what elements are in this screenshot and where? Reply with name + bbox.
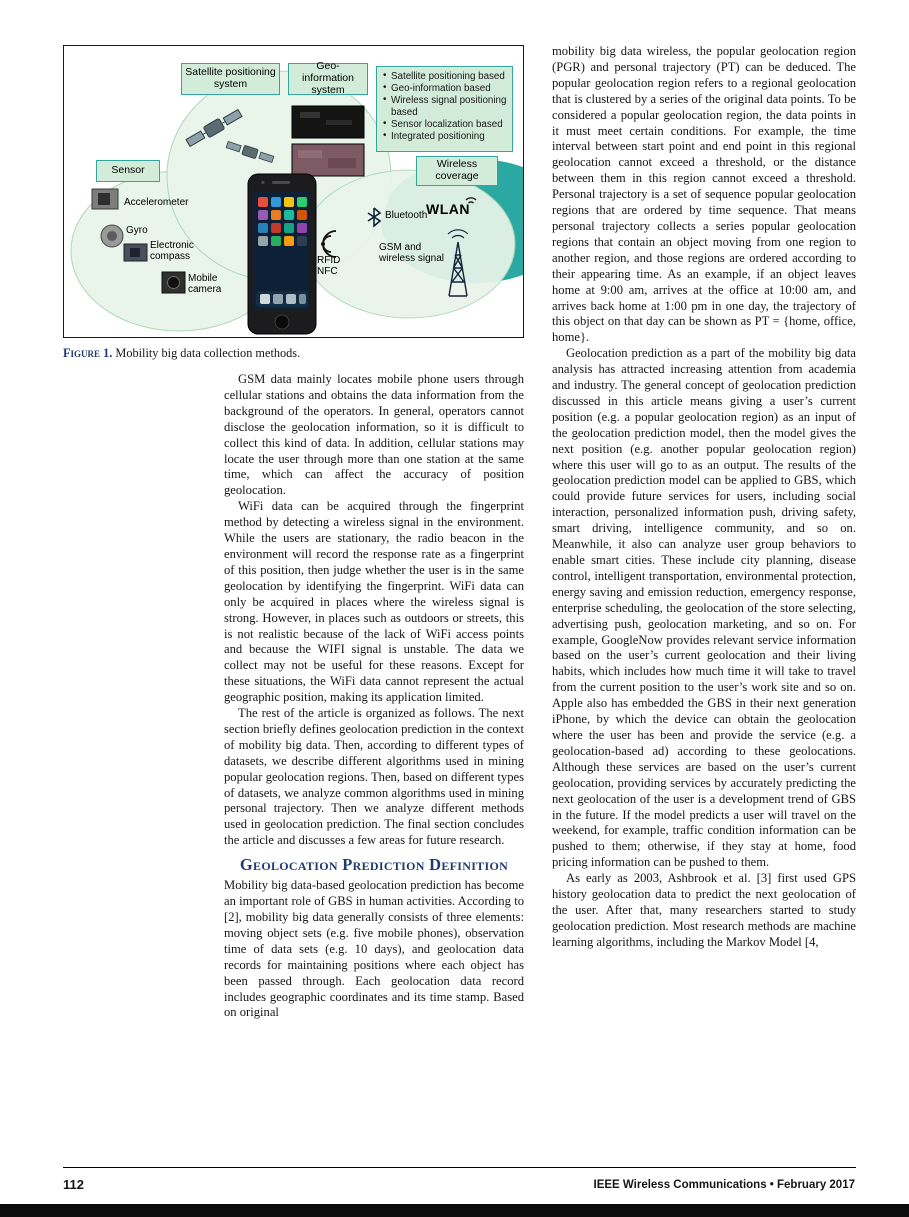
- map-image: [292, 106, 364, 138]
- left-column: [224, 372, 524, 1166]
- camera-icon: [162, 272, 185, 293]
- page-number: 112: [63, 1177, 84, 1192]
- bluetooth-label: Bluetooth: [385, 210, 428, 221]
- legend-item: • Wireless signal positioning based: [383, 95, 510, 119]
- body-paragraph: The rest of the article is organized as follows. The next section briefly defines geolocation prediction in the context of mobility big data. Then, according to different types of datasets, we describe different algorithms used in mining popular geolocation regions. Then, based on different types of datasets, we analyze common algorithms used in mining personal trajectory. Then we analyze different methods used in geolocation prediction. The final section concludes the article and discusses a few areas for future research.: [224, 706, 524, 848]
- compass-icon: [124, 244, 147, 261]
- figure-caption-label: Figure 1.: [63, 346, 113, 360]
- gyro-label: Gyro: [126, 225, 148, 236]
- section-heading: Geolocation Prediction Definition: [239, 855, 509, 875]
- sensor-box: Sensor: [96, 160, 160, 182]
- legend-item: • Geo-information based: [383, 83, 510, 95]
- gsm-wireless-signal-label: GSM and wireless signal: [379, 242, 445, 264]
- rfid-nfc-label: RFID NFC: [317, 255, 341, 277]
- electronic-compass-label: Electronic compass: [150, 240, 194, 262]
- page-edge-shadow: [0, 1204, 909, 1217]
- accelerometer-icon: [92, 189, 118, 209]
- body-paragraph: Mobility big data-based geolocation prediction has become an important role of GBS in human activities. According to [2], mobility big data generally consists of three elements: moving object sets (e.g. five mobile phones), observation time of data sets (e.g. 10 days), and geolocation data records for maintaining positions where each object has been passed through. Each geolocation data record includes geographic coordinates and its time stamp. Based on original: [224, 878, 524, 1020]
- journal-footer: IEEE Wireless Communications • February 2017: [593, 1179, 855, 1191]
- accelerometer-label: Accelerometer: [124, 197, 189, 208]
- gyro-icon: [101, 225, 123, 247]
- wireless-coverage-box: Wireless coverage: [416, 156, 498, 186]
- body-paragraph: GSM data mainly locates mobile phone users through cellular stations and obtains the data information from the background of the operators. In general, operators cannot disclose the geolocation information, so it is difficult to collect this kind of data. In addition, cellular stations may locate the user through more than one station at the same time, which can affect the accuracy of position geolocation.: [224, 372, 524, 498]
- body-paragraph: mobility big data wireless, the popular geolocation region (PGR) and personal trajectory (PT) can be deduced. The popular geolocation region refers to a regional geolocation that is clustered by a series of the original data points. To be considered a popular geolocation region, the data points in it must meet certain conditions. For example, the time interval between start point and end point in this regional geolocation cannot exceed a threshold, or the distance between them in this region cannot exceed a threshold. Personal trajectory is a set of sequence popular geolocation regions that are ordered by time sequence. That means personal trajectory collects a series popular geolocation regions that contain an object moving from one region to another region, and those regions are ordered according to their appearing time. As an example, if an object leaves home at 9:00 am, arrives at the office at 10:00 am, and arrives back home at 1:00 pm in one day, the trajectory of this object on that day can be shown as PT = {home, office, home}.: [552, 44, 856, 345]
- body-paragraph: Geolocation prediction as a part of the mobility big data analysis has attracted increasing attention from academia and industry. The general concept of geolocation prediction discussed in this article means giving a user’s current position (e.g. a popular geolocation region) as an input of the geolocation prediction model, then the model gives the next position (e.g. another popular geolocation region) where this user will go to as an output. The results of the geolocation prediction model can be applied to GBS, which could provide future services for users, including social interaction, personalized information push, driving safety, smart driving, intelligence community, and so on. Meanwhile, it also can analyze user group behaviors to enable smart cities. These include city planning, disease control, intelligent transportation, environmental protection, energy saving and emission reduction, emergency response, enterprise scheduling, the geolocation of the store selecting, advertising push, geolocation marketing, and so on. For example, GoogleNow provides relevant service information based on the user’s current geolocation and their living habits, which includes how much time it will take to travel from the current position to the user’s work site and so on. Apple also has embedded the GBS in their next generation iPhone, by which the device can obtain the geolocation where the user has been and provide the service (e.g. a geolocation-based ad) according to these geolocations. Although these services are based on the user’s current geolocation, providing services by accurately predicting the next geolocation of the user is a development trend of GBS in the future. If the model predicts a user will travel on the weekend, for example, traffic condition information can be pushed to them; otherwise, if they stay at home, food pricing information can be pushed to them.: [552, 346, 856, 870]
- smartphone-image: [248, 174, 316, 334]
- footer-rule: [63, 1167, 856, 1168]
- legend-item: • Sensor localization based: [383, 119, 510, 131]
- terrain-image: [292, 144, 364, 176]
- right-column: [552, 44, 856, 1166]
- positioning-methods-legend: [376, 66, 513, 152]
- mobile-camera-label: Mobile camera: [188, 273, 222, 295]
- wlan-logo: WLAN: [426, 201, 470, 217]
- satellite-system-box: Satellite positioning system: [181, 63, 280, 95]
- body-paragraph: As early as 2003, Ashbrook et al. [3] first used GPS history geolocation data to predict the next geolocation of the user. After that, many researchers started to study geolocation prediction. Most research methods are machine learning algorithms, including the Markov Model [4,: [552, 871, 856, 949]
- figure-caption: [63, 346, 524, 361]
- body-paragraph: WiFi data can be acquired through the fingerprint method by detecting a wireless signal in the environment. While the users are stationary, the radio beacon in the environment will record the response rate as a fingerprint of this position, then judge whether the user is in the same geolocation by identifying the fingerprint. WiFi data can only be acquired in places where the wireless signal is strong. However, in places such as outdoors or streets, this is not realistic because of the lack of WiFi access points and because the WIFI signal is unstable. The data we collect may not be useful for these reasons. Except for these situations, the WiFi data cannot represent the actual geographic position, making its application limited.: [224, 499, 524, 705]
- legend-item: • Satellite positioning based: [383, 71, 510, 83]
- legend-item: • Integrated positioning: [383, 131, 510, 143]
- figure-1: [63, 45, 524, 338]
- geo-information-system-box: Geo-information system: [288, 63, 368, 95]
- figure-caption-text: Mobility big data collection methods.: [112, 346, 301, 360]
